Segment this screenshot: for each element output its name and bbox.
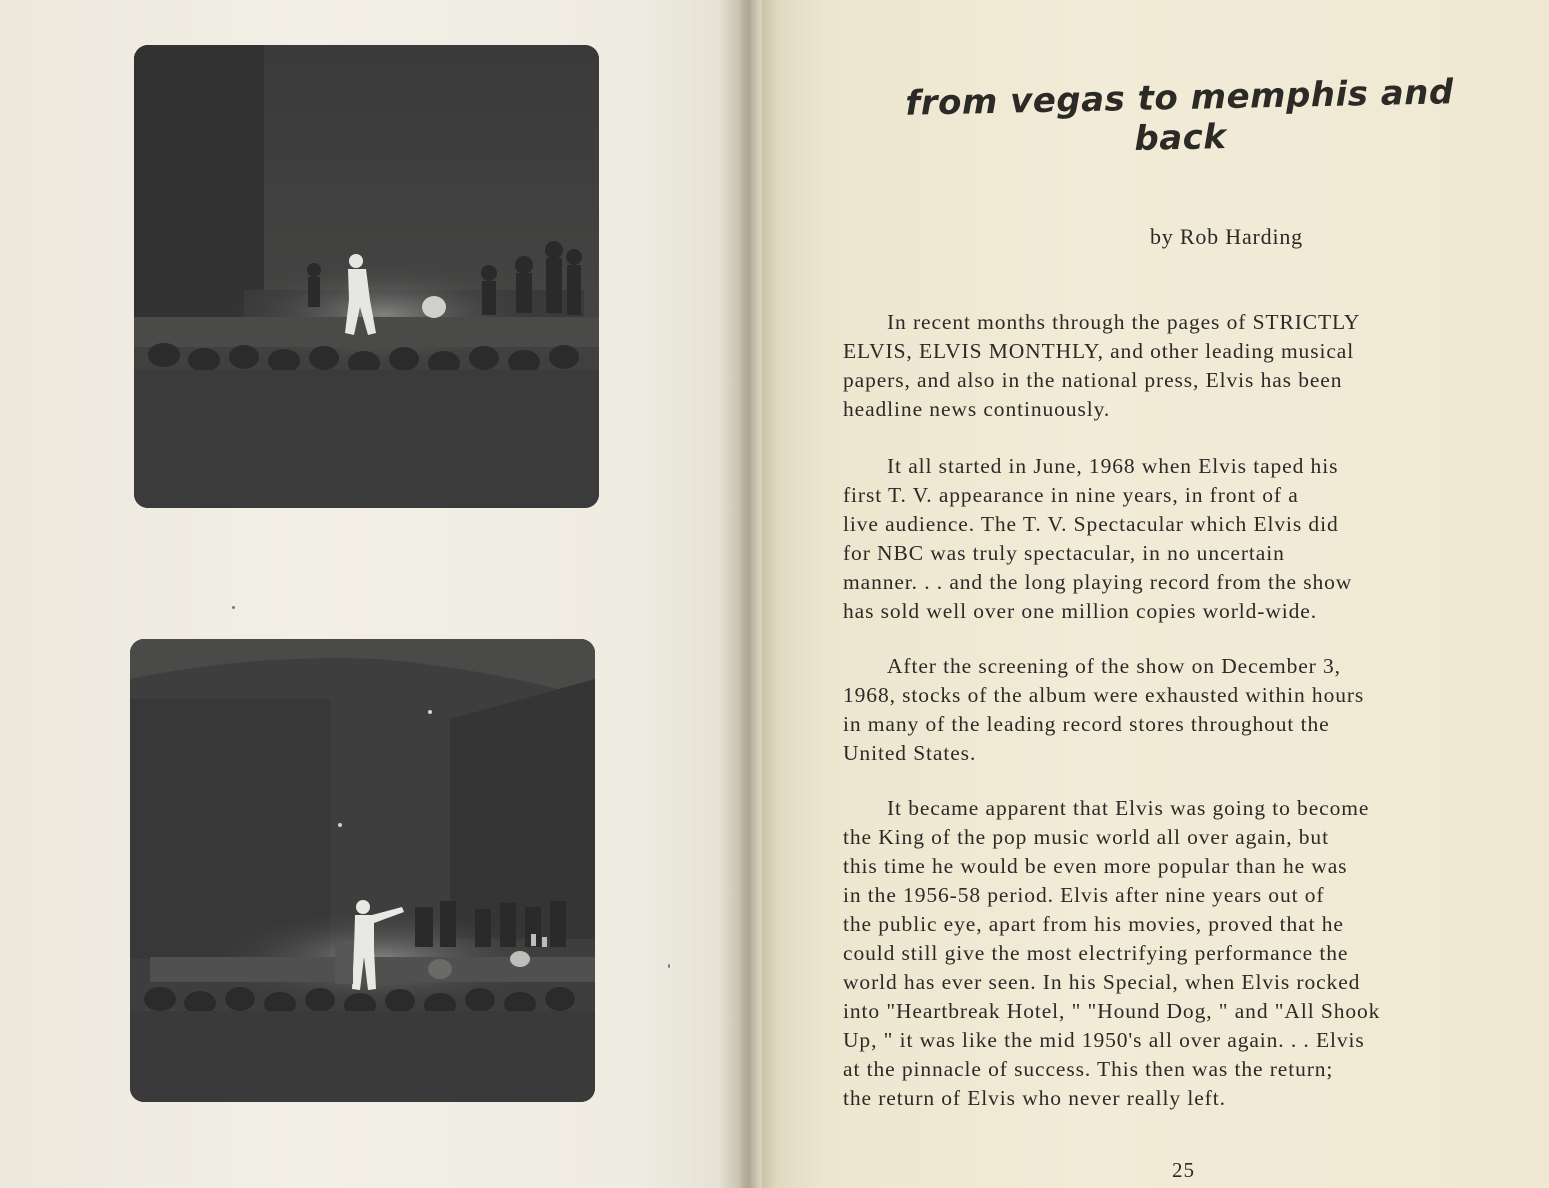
text-line: manner. . . and the long playing record from the show [843,570,1353,594]
text-line: could still give the most electrifying performance the [843,941,1349,965]
text-line: Up, " it was like the mid 1950's all over again. . . Elvis [843,1028,1365,1052]
text-line: in many of the leading record stores throughout the [843,712,1330,736]
article-byline: by Rob Harding [1150,224,1303,249]
text-line: in the 1956-58 period. Elvis after nine years out of [843,883,1325,907]
article-paragraph [843,794,1548,1113]
text-line: After the screening of the show on December 3, [887,654,1341,678]
text-line: for NBC was truly spectacular, in no uncertain [843,541,1285,565]
text-line: first T. V. appearance in nine years, in front of a [843,483,1299,507]
text-line: It all started in June, 1968 when Elvis taped his [887,454,1339,478]
text-line: live audience. The T. V. Spectacular which Elvis did [843,512,1339,536]
text-line: the King of the pop music world all over again, but [843,825,1329,849]
paper-speck [668,964,670,968]
text-line: into "Heartbreak Hotel, " "Hound Dog, " and "All Shook [843,999,1381,1023]
text-line: the return of Elvis who never really left. [843,1086,1226,1110]
text-line: this time he would be even more popular than he was [843,854,1348,878]
text-line: It became apparent that Elvis was going to become [887,796,1370,820]
book-gutter [718,0,778,1188]
concert-photo-top [134,45,599,508]
text-line: United States. [843,741,977,765]
article-paragraph [843,652,1548,768]
paper-speck [232,606,235,609]
text-line: ELVIS, ELVIS MONTHLY, and other leading musical [843,339,1355,363]
text-line: has sold well over one million copies world-wide. [843,599,1318,623]
text-line: headline news continuously. [843,397,1111,421]
text-line: the public eye, apart from his movies, proved that he [843,912,1344,936]
concert-photo-bottom [130,639,595,1102]
text-line: 1968, stocks of the album were exhausted within hours [843,683,1365,707]
article-paragraph [843,308,1548,424]
article-paragraph [843,452,1548,626]
text-line: world has ever seen. In his Special, when Elvis rocked [843,970,1361,994]
text-line: papers, and also in the national press, Elvis has been [843,368,1343,392]
text-line: at the pinnacle of success. This then was the return; [843,1057,1334,1081]
text-line: In recent months through the pages of STRICTLY [887,310,1361,334]
page-number: 25 [1172,1158,1195,1182]
article-title: from vegas to memphis and back [905,72,1455,159]
